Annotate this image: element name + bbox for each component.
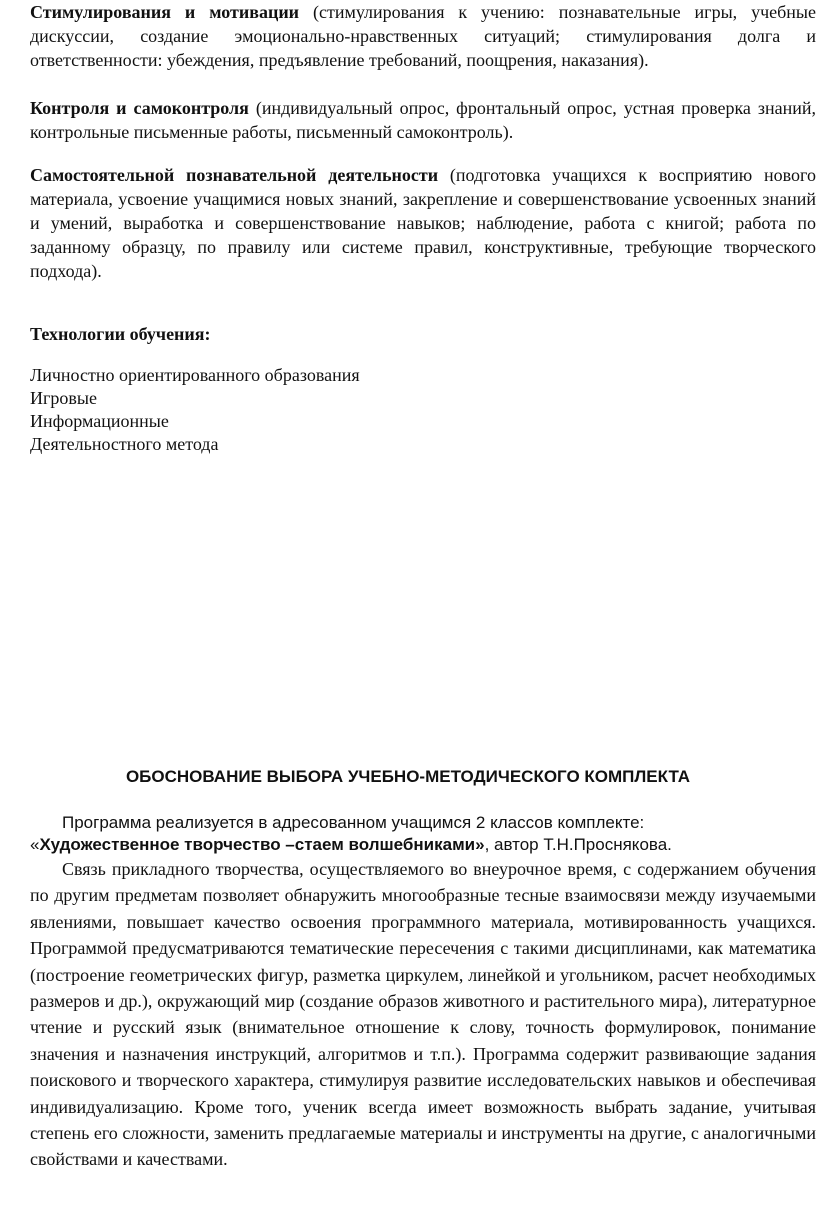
kit-author: , автор Т.Н.Проснякова. [484,835,672,854]
method-stimulation-text: (стимулирования к учению: познавательные игры, учебные дискуссии, создание эмоционально-нравственных ситуаций; стимулирования долга и ответственности: убеждения, предъявление требований, поощрения, наказания). [30,2,816,70]
kit-quote-open: « [30,835,40,854]
technologies-list [30,364,360,456]
technology-item: Деятельностного метода [30,434,219,454]
method-independent-title: Самостоятельной познавательной деятельности [30,165,439,185]
technology-item: Информационные [30,411,169,431]
technologies-heading: Технологии обучения: [30,324,211,344]
method-independent-text: (подготовка учащихся к восприятию нового материала, усвоение учащимися новых знаний, закрепление и совершенствование усвоенных знаний и умений, выработка и совершенствование навыков; наблюдение, работа с книгой; работа по заданному образцу, по правилу или системе правил, конструктивные, требующие творческого подхода). [30,165,816,281]
technology-item: Игровые [30,388,97,408]
method-control-text: (индивидуальный опрос, фронтальный опрос, устная проверка знаний, контрольные письменные работы, письменный самоконтроль). [30,98,816,142]
section-title: ОБОСНОВАНИЕ ВЫБОРА УЧЕБНО-МЕТОДИЧЕСКОГО КОМПЛЕКТА [125,767,691,786]
document-page [30,0,816,1209]
method-stimulation-paragraph [30,0,816,72]
method-control-paragraph [30,96,816,144]
intro-kit-line [30,834,672,856]
method-independent-paragraph [30,163,816,283]
kit-title: Художественное творчество –стаем волшебниками» [39,835,485,854]
technology-item: Личностно ориентированного образования [30,365,360,385]
intro-line: Программа реализуется в адресованном учащимся 2 классов комплекте: [62,813,645,832]
method-control-title: Контроля и самоконтроля [30,98,249,118]
justification-body: Связь прикладного творчества, осуществляемого во внеурочное время, с содержанием обучения по другим предметам позволяет обнаружить многообразные тесные взаимосвязи между изучаемыми явлениями, повышает качество освоения программного материала, мотивированность учащихся. Программой предусматриваются тематические пересечения с такими дисциплинами, как математика (построение геометрических фигур, разметка циркулем, линейкой и угольником, расчет необходимых размеров и др.), окружающий мир (создание образов животного и растительного мира), литературное чтение и русский язык (внимательное отношение к слову, точность формулировок, понимание значения и назначения инструкций, алгоритмов и т.п.). Программа содержит развивающие задания поискового и творческого характера, стимулируя развитие исследовательских навыков и обеспечивая индивидуализацию. Кроме того, ученик всегда имеет возможность выбрать задание, учитывая степень его сложности, заменить предлагаемые материалы и инструменты на другие, с аналогичными свойствами и качествами. [30,859,816,1170]
method-stimulation-title: Стимулирования и мотивации [30,2,300,22]
